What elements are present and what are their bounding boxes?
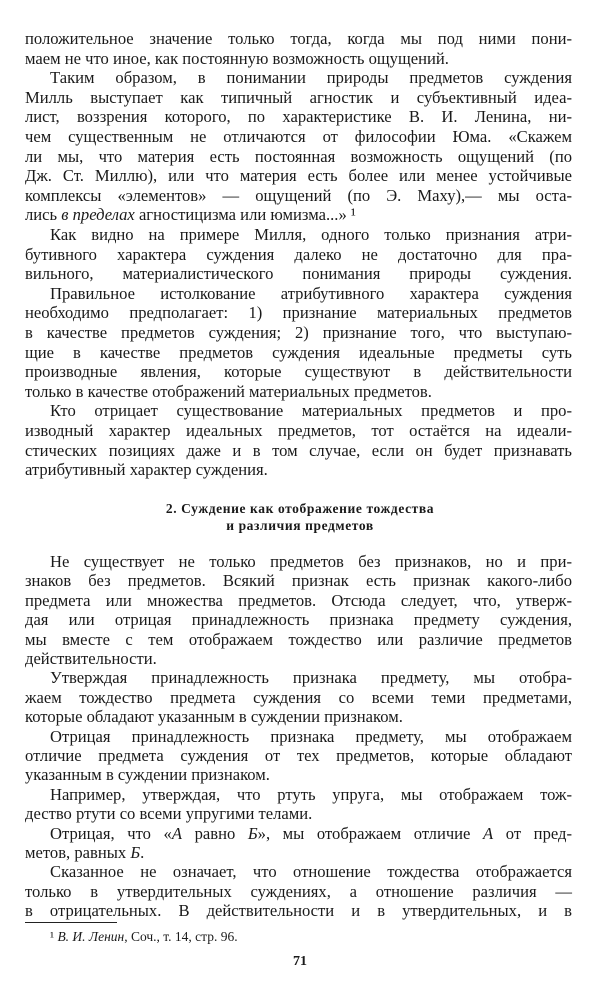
text-line: [50, 68, 572, 88]
italic-segment: Б: [247, 823, 258, 843]
italic-segment: Б: [130, 843, 141, 862]
text-line: [25, 382, 572, 402]
text-segment: Не существует не только предметов без признаков, но и при-: [50, 552, 572, 571]
text-segment: Кто отрицает существование материальных предметов и про-: [50, 401, 572, 421]
text-segment: .: [140, 843, 145, 862]
text-line: [25, 421, 572, 441]
text-segment: Правильное истолкование атрибутивного характера суждения: [50, 283, 572, 303]
text-line: [25, 746, 572, 766]
text-segment: знаков без предметов. Всякий признак есть признак какого-либо: [25, 571, 572, 591]
text-line: [25, 765, 572, 785]
text-line: [50, 401, 572, 421]
text-segment: только в качестве отображений материальных предметов.: [25, 381, 432, 401]
text-segment: чем существенным не отличаются от философии Юма. «Скажем: [25, 127, 572, 146]
text-segment: Отрицая принадлежность признака предмету, мы отображаем: [50, 726, 572, 746]
text-line: [25, 630, 572, 650]
text-line: [50, 785, 572, 805]
text-line: [25, 264, 572, 284]
text-segment: лись: [25, 205, 62, 225]
text-segment: Например, утверждая, что ртуть упруга, мы отображаем тож-: [50, 784, 572, 804]
text-line: [25, 882, 572, 902]
text-segment: жаем тождество предмета суждения со всеми теми предметами,: [25, 687, 572, 707]
text-segment: комплексы «элементов» — ощущений (по Э. Маху),— мы оста-: [25, 185, 572, 205]
text-line: [50, 552, 572, 572]
text-line: [25, 688, 572, 708]
text-segment: бутивного характера суждения далеко не достаточно для пра-: [25, 244, 572, 264]
text-segment: в качестве предметов суждения; 2) признание того, что выступаю-: [25, 323, 572, 342]
text-line: [25, 245, 572, 265]
text-line: [50, 284, 572, 304]
text-line: [25, 29, 572, 49]
page-number: 71: [293, 954, 307, 969]
italic-segment: А: [483, 823, 494, 843]
text-line: [25, 49, 572, 69]
text-segment: указанным в суждении признаком.: [25, 765, 270, 785]
text-segment: щие в качестве предметов суждения идеальные предметы суть: [25, 342, 572, 362]
text-segment: изводный характер идеальных предметов, тот остаётся на идеали-: [25, 421, 572, 440]
text-segment: Утверждая принадлежность признака предмету, мы отобра-: [50, 668, 572, 688]
italic-segment: А: [171, 823, 182, 843]
text-segment: в отрицательных. В действительности и в утвердительных, и в: [25, 901, 572, 921]
text-segment: производные явления, которые существуют в действительности: [25, 362, 572, 382]
footnote-author: В. И. Ленин: [57, 929, 125, 944]
text-line: [25, 127, 572, 147]
footnote-mark: ¹: [50, 929, 55, 944]
text-segment: которые обладают указанным в суждении признаком.: [25, 707, 403, 727]
text-segment: вильного, материалистического понимания природы суждения.: [25, 264, 572, 284]
text-segment: Сказанное не означает, что отношение тождества отображается: [50, 862, 572, 882]
text-line: [25, 460, 572, 480]
text-segment: мы вместе с тем отображаем тождество или различие предметов: [25, 629, 572, 649]
text-line: [25, 186, 572, 206]
text-line: [25, 166, 572, 186]
section-heading-line-2: и различия предметов: [226, 518, 374, 533]
text-segment: равно: [181, 823, 248, 843]
text-line: [50, 862, 572, 882]
text-line: [25, 362, 572, 382]
text-line: [25, 843, 572, 863]
text-line: [25, 441, 572, 461]
footnote: [50, 929, 238, 945]
text-segment: Как видно на примере Милля, одного только признания атри-: [50, 225, 572, 244]
text-segment: предмета или множества предметов. Отсюда следует, что, утверж-: [25, 590, 572, 610]
text-segment: ли мы, что материя есть постоянная возможность ощущений (по: [25, 146, 572, 166]
text-segment: атрибутивный характер суждения.: [25, 460, 268, 480]
footnote-divider: [25, 922, 117, 923]
text-line: [25, 323, 572, 343]
text-line: [25, 901, 572, 921]
text-line: [50, 727, 572, 747]
text-line: [25, 303, 572, 323]
text-segment: только в утвердительных суждениях, а отношение различия —: [25, 881, 572, 901]
text-line: [25, 804, 572, 824]
text-line: [25, 610, 572, 630]
text-segment: маем не что иное, как постоянную возможность ощущений.: [25, 48, 449, 68]
text-line: [25, 88, 572, 108]
text-segment: необходимо предполагает: 1) признание материальных предметов: [25, 303, 572, 323]
text-segment: агностицизма или юмизма...» ¹: [134, 205, 356, 225]
text-line: [25, 649, 572, 669]
text-segment: дество ртути со всеми упругими телами.: [25, 804, 313, 824]
text-line: [25, 107, 572, 127]
text-line: [25, 147, 572, 167]
text-segment: действительности.: [25, 649, 157, 668]
text-line: [25, 707, 572, 727]
text-line: [50, 225, 572, 245]
text-line: [25, 343, 572, 363]
text-segment: Дж. Ст. Миллю), или что материя есть более или менее устойчивые: [25, 166, 572, 186]
text-segment: от пред-: [493, 823, 572, 843]
section-heading-line-1: 2. Суждение как отображение тождества: [165, 501, 435, 516]
text-line: [25, 205, 572, 225]
text-segment: стических позициях даже и в том случае, если он будет признавать: [25, 440, 572, 460]
text-segment: Милль выступает как типичный агностик и субъективный идеа-: [25, 87, 572, 107]
text-line: [50, 668, 572, 688]
text-segment: положительное значение только тогда, когда мы под ними пони-: [25, 29, 572, 48]
text-line: [50, 824, 572, 844]
text-segment: Таким образом, в понимании природы предметов суждения: [50, 68, 572, 88]
text-line: [25, 571, 572, 591]
text-segment: метов, равных: [25, 843, 131, 862]
text-segment: отличие предмета суждения от тех предметов, которые обладают: [25, 746, 572, 765]
footnote-citation: , Соч., т. 14, стр. 96.: [124, 929, 238, 944]
text-line: [25, 591, 572, 611]
text-segment: », мы отображаем отличие: [257, 823, 484, 843]
text-segment: лист, воззрения которого, по характеристике В. И. Ленина, ни-: [25, 107, 572, 127]
text-segment: дая или отрицая принадлежность признака предмету суждения,: [25, 610, 572, 630]
text-segment: Отрицая, что «: [50, 823, 172, 843]
italic-segment: в пределах: [61, 205, 135, 225]
